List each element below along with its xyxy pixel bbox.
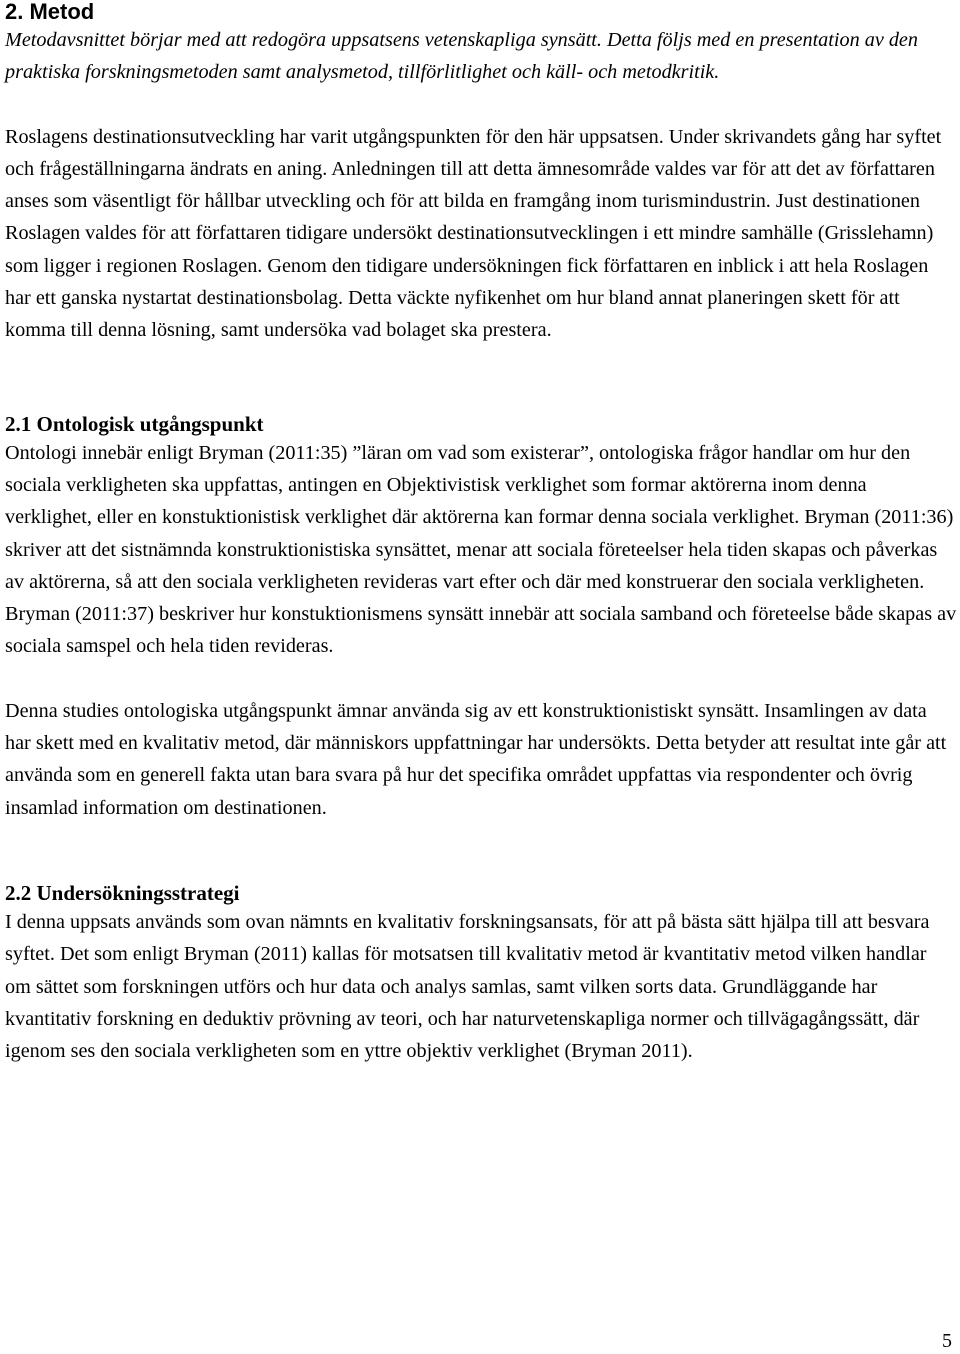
document-page xyxy=(5,0,957,1067)
subsection-paragraph: Ontologi innebär enligt Bryman (2011:35) ”läran om vad som existerar”, ontologiska frågor handlar om hur den sociala verkligheten ska uppfattas, antingen en Objektivistisk verklighet som formar aktörerna inom denna verklighet, eller en konstuktionistisk verklighet där aktörerna kan formar denna sociala verklighet. Bryman (2011:36) skriver att det sistnämnda konstruktionistiska synsättet, menar att sociala företeelser hela tiden skapas och påverkas av aktörerna, så att den sociala verkligheten revideras vart efter och där med konstruerar den sociala verkligheten. Bryman (2011:37) beskriver hur konstuktionismens synsätt innebär att sociala samband och företeelse både skapas av sociala samspel och hela tiden revideras. xyxy=(5,441,957,658)
subsection-paragraph: I denna uppsats används som ovan nämnts en kvalitativ forskningsansats, för att på bästa sätt hjälpa till att besvara syftet. Det som enligt Bryman (2011) kallas för motsatsen till kvalitativ metod är kvantitativ metod vilken handlar om sättet som forskningen utförs och hur data och analys samlas, samt vilken sorts data. Grundläggande har kvantitativ forskning en deduktiv prövning av teori, och har naturvetenskapliga normer och tillvägagångssätt, där igenom ses den sociala verkligheten som en yttre objektiv verklighet (Bryman 2011). xyxy=(5,910,930,1063)
subsection-paragraph: Denna studies ontologiska utgångspunkt ämnar använda sig av ett konstruktionistiskt synsätt. Insamlingen av data har skett med en kvalitativ metod, där människors uppfattningar har undersökts. Detta betyder att resultat inte går att använda som en generell fakta utan bara svara på hur det specifika området uppfattas via respondenter och övrig insamlad information om destinationen. xyxy=(5,699,947,819)
section-paragraph: Roslagens destinationsutveckling har varit utgångspunkten för den här uppsatsen. Under skrivandets gång har syftet och frågeställningarna ändrats en aning. Anledningen till att detta ämnesområde valdes var för att det av författaren anses som väsentligt för hållbar utveckling och för att bilda en framgång inom turismindustrin. Just destinationen Roslagen valdes för att författaren tidigare undersökt destinationsutvecklingen i ett mindre samhälle (Grisslehamn) som ligger i regionen Roslagen. Genom den tidigare undersökningen fick författaren en inblick i att hela Roslagen har ett ganska nystartat destinationsbolag. Detta väckte nyfikenhet om hur bland annat planeringen skett för att komma till denna lösning, samt undersöka vad bolaget ska prestera. xyxy=(5,125,942,342)
page-number: 5 xyxy=(942,1330,952,1352)
section-intro: Metodavsnittet börjar med att redogöra uppsatsens vetenskapliga synsätt. Detta följs med en presentation av den praktiska forskningsmetoden samt analysmetod, tillförlitlighet och käll- och metodkritik. xyxy=(5,29,918,84)
subsection-heading-undersokningsstrategi: 2.2 Undersökningsstrategi xyxy=(5,880,240,905)
subsection-heading-ontologisk: 2.1 Ontologisk utgångspunkt xyxy=(5,411,264,436)
section-heading: 2. Metod xyxy=(5,0,95,24)
